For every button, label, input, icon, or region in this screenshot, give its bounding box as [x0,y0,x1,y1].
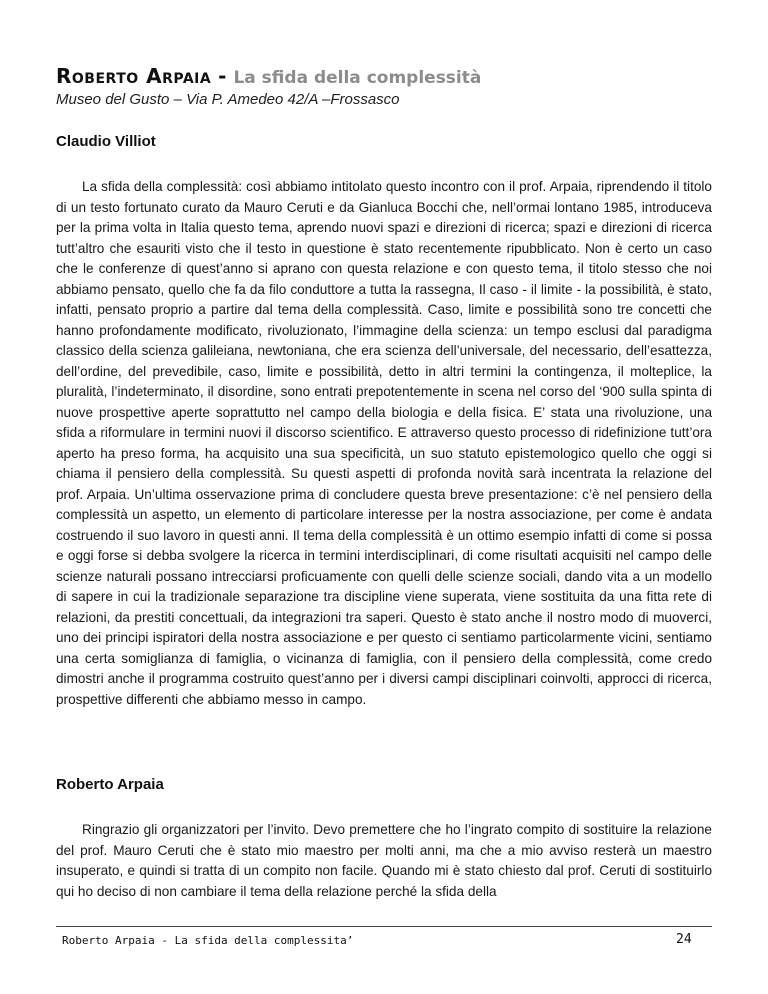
title-line [56,64,716,90]
body-paragraph: La sfida della complessità: così abbiamo intitolato questo incontro con il prof. Arpaia, riprendendo il titolo di un testo fortunato curato da Mauro Ceruti e da Gianluca Bocchi che, nell’ormai lontano 1985, introduceva per la prima volta in Italia questo tema, aprendo nuovi spazi e direzioni di ricerca; spazi e direzioni di ricerca tutt’altro che esauriti visto che il testo in questione è stato recentemente ripubblicato. Non è certo un caso che le conferenze di quest’anno si aprano con questa relazione e con questo tema, il titolo stesso che noi abbiamo pensato, quello che fa da filo conduttore a tutta la rassegna, Il caso - il limite - la possibilità, è stato, infatti, pensato proprio a partire dal tema della complessità. Caso, limite e possibilità sono tre concetti che hanno profondamente modificato, rivoluzionato, l’immagine della scienza: un tempo esclusi dal paradigma classico della scienza galileiana, newtoniana, che era scienza dell’universale, del necessario, dell’esattezza, dell’ordine, del prevedibile, caso, limite e possibilità, detto in altri termini la contingenza, il molteplice, la pluralità, l’indeterminato, il disordine, sono entrati prepotentemente in scena nel corso del ‘900 sulla spinta di nuove prospettive aperte soprattutto nel campo della biologia e della fisica. E’ stata una rivoluzione, una sfida a riformulare in termini nuovi il discorso scientifico. E attraverso questo processo di ridefinizione tutt’ora aperto ha preso forma, ha acquisito una sua specificità, un suo statuto epistemologico quello che oggi si chiama il pensiero della complessità. Su questi aspetti di profonda novità sarà incentrata la relazione del prof. Arpaia. Un’ultima osservazione prima di concludere questa breve presentazione: c’è nel pensiero della complessità un aspetto, un elemento di particolare interesse per la nostra associazione, per come è andata costruendo il suo lavoro in questi anni. Il tema della complessità è un ottimo esempio infatti di come si possa e oggi forse si debba svolgere la ricerca in termini interdisciplinari, di come risultati acquisiti nel campo delle scienze naturali possano intrecciarsi proficuamente con quelli delle scienze sociali, dando vita a un modello di sapere in cui la tradizionale separazione tra discipline viene superata, viene sostituita da una fitta rete di relazioni, da prestiti concettuali, da integrazioni tra saperi. Questo è stato anche il nostro modo di muoverci, uno dei principi ispiratori della nostra associazione e per questo ci sentiamo particolarmente vicini, sentiamo una certa somiglianza di famiglia, o vicinanza di famiglia, con il pensiero della complessità, come credo dimostri anche il programma costruito quest’anno per i diversi campi disciplinari coinvolti, approcci di ricerca, prospettive differenti che abbiamo messo in campo. [56,179,712,707]
body-paragraph: Ringrazio gli organizzatori per l’invito. Devo premettere che ho l’ingrato compito di sostituire la relazione del prof. Mauro Ceruti che è stato mio maestro per molti anni, ma che a mio avviso resterà un maestro insuperato, e quindi si tratta di un compito non facile. Quando mi è stato chiesto dal prof. Ceruti di sostituirlo qui ho deciso di non cambiare il tema della relazione perché la sfida della [56,822,712,899]
title-separator: - [211,64,234,88]
document-header [56,64,716,110]
page-number: 24 [676,932,692,947]
footer-divider [56,926,712,927]
speaker-heading: Claudio Villiot [56,133,156,150]
venue-line: Museo del Gusto – Via P. Amedeo 42/A –Frossasco [56,91,400,108]
speaker-heading: Roberto Arpaia [56,776,164,793]
lecture-subtitle: La sfida della complessità [233,68,482,88]
author-title: Roberto Arpaia [56,64,212,88]
running-title: Roberto Arpaia - La sfida della complessita’ [62,934,354,947]
